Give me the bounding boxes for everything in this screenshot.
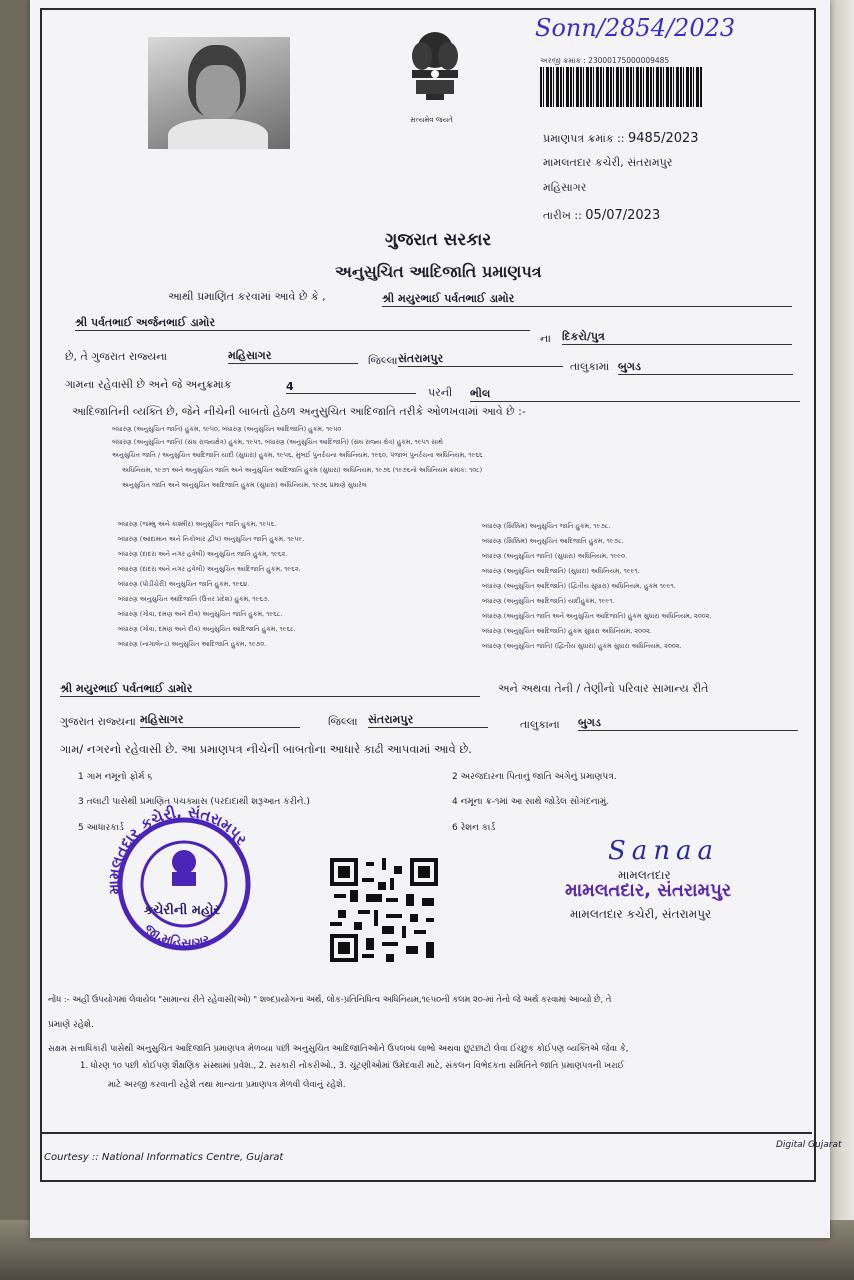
document-item: 2 અરજદારના પિતાનું જાતિ અંગેનું પ્રમાણપત્ર. <box>452 772 617 782</box>
order-item: બંધારણ (અનુસુચિત જાતિ) (દ્વિતીય સુધારા) હુકમ સુધારા અધિનિયમ, ૨૦૦૨. <box>482 642 682 650</box>
order-item: બંધારણ (ગોવા, દમણ અને દીવ) અનુસુચિત જાતિ હુકમ, ૧૯૬૮. <box>118 610 283 618</box>
seal-ring-text: મામલતદાર કચેરી, સંતરામપુર <box>104 802 251 895</box>
signature-scribble: Sanaa <box>608 836 720 866</box>
certificate-number-label: પ્રમાણપત્ર ક્રમાંક :: <box>543 132 628 145</box>
state-emblem-icon <box>402 28 468 120</box>
note-line-3: સક્ષમ સત્તાધિકારી પાસેથી અનુસુચિત આદિજાતિ પ્રમાણપત્ર મેળવ્યા પછી અનુસુચિત આદિજાતિઓને ઉપલબ્ધ લાભો અથવા છુટછાટો લેવા ઈચ્છુક કોઈપણ વ્યક્તિએ જેવા કે, <box>48 1044 629 1054</box>
legal-line: અનુસુચિત જાતિ અને અનુસુચિત આદિજાતિ હુકમ (સુધારા) અધિનિયમ, ૧૯૭૬ પ્રમાણે સુધારેલ <box>122 481 367 489</box>
order-item: બંધારણ (દાદરા અને નગર હવેલી) અનુસુચિત આદિજાતિ હુકમ, ૧૯૬૨. <box>118 565 301 573</box>
office-line-2: મહિસાગર <box>543 181 587 194</box>
tribe: ભીલ <box>470 387 800 402</box>
office-line-1: મામલતદાર કચેરી, સંતરામપુર <box>543 156 673 169</box>
seal-emblem-icon <box>172 850 196 886</box>
state-prefix: છે, તે ગુજરાત રાજ્યના <box>65 350 168 363</box>
certificate-page <box>30 0 842 1238</box>
district-2: મહિસાગર <box>140 713 300 728</box>
order-item: બંધારણ (અનુસુચિત આદિજાતિ) (સુધારા) અધિનિયમ, ૧૯૯૧. <box>482 567 640 575</box>
order-item: બંધારણ (અનુસુચિત આદિજાતિ) યાદીહુકમ, ૧૯૯૧. <box>482 597 615 605</box>
order-item: બંધારણ અનુસુચિત આદિજાતિ (ઉત્તર પ્રદેશ) હુકમ, ૧૯૬૭. <box>118 595 270 603</box>
na-label: ના <box>540 332 551 345</box>
order-item: બંધારણ (અનુસુચિત જાતિ) (સુધારા) અધિનિયમ, ૧૯૯૦. <box>482 552 628 560</box>
district-label-2: જિલ્લા <box>328 715 358 728</box>
order-item: બંધારણ (નાગાલેન્ડ) અનુસુચિત આદિજાતિ હુકમ, ૧૯૭૦. <box>118 640 267 648</box>
document-item: 3 તલાટી પાસેથી પ્રમાણિત પંચક્યાસ (પરદાદાથી શરૂઆત કરીને.) <box>78 797 310 807</box>
order-item: બંધારણ (અનુસુચિત જાતિ અને અનુસુચિત આદિજાતિ) હુકમ સુધારા અધિનિયમ, ૨૦૦૨. <box>482 612 712 620</box>
certificate-date <box>543 208 660 223</box>
order-item: બંધારણ (દાદરા અને નગર હવેલી) અનુસુચિત જાતિ હુકમ, ૧૯૬૨. <box>118 550 288 558</box>
district: મહિસાગર <box>228 349 358 364</box>
document-item: 4 નમૂના ક્ર-૧માં આ સાથે જોડેલ સોગંદનામું. <box>452 797 610 807</box>
family-text: અને અથવા તેની / તેણીનો પરિવાર સામાન્ય રીતે <box>498 682 709 695</box>
legal-line: અધિનિયમ, ૧૯૭૧ અને અનુસુચિત જાતિ અને અનુસુચિત આદિજાતિ હુકમ (સુધારા) અધિનિયમ, ૧૯૭૬ (૧૯૭૬નો અધિનિયમ ક્રમાંક: ૧૦૮) <box>122 466 483 474</box>
applicant-name: શ્રી મયુરભાઈ પર્વતભાઈ ડામોર <box>382 292 792 307</box>
resident-text: ગામના રહેવાસી છે અને જે અનુક્રમાંક <box>65 378 232 391</box>
government-title: ગુજરાત સરકાર <box>385 230 492 250</box>
footer-digital-gujarat: Digital Gujarat <box>776 1140 842 1150</box>
relation: દિકરો/પુત્ર <box>562 330 792 345</box>
tribe-text: આદિજાતિની વ્યક્તિ છે, જેને નીચેની બાબતો હેઠળ અનુસુચિત આદિજાતિ તરીકે ઓળખવામાં આવે છે :- <box>72 405 526 418</box>
seal-center-text: કચેરીની મહોર <box>143 903 221 918</box>
note-line-2: પ્રમાણે રહેશે. <box>48 1020 94 1030</box>
certificate-number <box>543 131 699 146</box>
document-item: 1 ગામ નમૂનો ફોર્મ ૬ <box>78 772 153 782</box>
district-label: જિલ્લા <box>368 354 398 367</box>
taluka: સંતરામપુર <box>398 352 563 367</box>
village-2: બુગડ <box>578 716 798 731</box>
handwritten-stamp-number: Sonn/2854/2023 <box>535 14 736 42</box>
order-item: બંધારણ (સિક્કિમ) અનુસુચિત આદિજાતિ હુકમ, ૧૯૭૮. <box>482 537 624 545</box>
order-item: બંધારણ (ગોવા, દમણ અને દીવ) અનુસુચિત આદિજાતિ હુકમ, ૧૯૬૮. <box>118 625 296 633</box>
par-label: પરની <box>428 386 453 399</box>
seal-bottom-text: જી.મહિસાગર <box>141 921 213 952</box>
serial-entry: 4 <box>286 380 416 394</box>
qr-code <box>330 858 438 962</box>
taluka-suffix: તાલુકામાં <box>570 360 610 373</box>
barcode <box>540 67 702 107</box>
serial-number: અરજી ક્રમાંક : 23000175000009485 <box>540 56 670 65</box>
date-label: તારીખ :: <box>543 209 586 222</box>
certificate-number-value: 9485/2023 <box>628 131 699 146</box>
signature-stamp: મામલતદાર, સંતરામપુર <box>565 880 732 901</box>
state-prefix-2: ગુજરાત રાજ્યના <box>60 715 136 728</box>
note-line-1: નોંધ :- અહીં ઉપયોગમાં લેવાયેલ "સામાન્ય રીતે રહેવાસી(ઓ) " શબ્દપ્રયોગના અર્થ, લોક-પ્રતિનિધિત્વ અધિનિયમ,૧૯૫૦ની કલમ ૨૦-માં તેનો જે અર્થ કરવામાં આવ્યો છે, તે <box>48 994 612 1004</box>
signature-office: મામલતદાર કચેરી, સંતરામપુર <box>570 907 712 921</box>
order-item: બંધારણ (અનુસુચિત આદિજાતિ) હુકમ સુધારા અધિનિયમ, ૨૦૦૨. <box>482 627 652 635</box>
order-item: બંધારણ (આંદામાન અને નિકોબાર દ્વીપ) અનુસુચિત જાતિ હુકમ, ૧૯૫૯. <box>118 535 305 543</box>
signature-title: મામલતદાર <box>618 868 671 882</box>
note-line-4: 1. ધોરણ ૧૦ પછી કોઈપણ શૈક્ષણિક સંસ્થામાં પ્રવેશ., 2. સરકારી નોકરીઓ., 3. ચૂંટણીઓમાં ઉમેદવારી માટે, સંકલન વિભેદકતા સમિતિને જાતિ પ્રમાણપત્રની ખરાઈ <box>80 1061 625 1071</box>
basis-text: ગામ/ નગરનો રહેવાસી છે. આ પ્રમાણપત્ર નીચેની બાબતોના આધારે કાઢી આપવામાં આવે છે. <box>60 742 472 756</box>
order-item: બંધારણ (અનુસુચિત આદિજાતિ) (દ્વિતીય સુધારા) અધિનિયમ, હુકમ ૧૯૯૧. <box>482 582 676 590</box>
emblem-caption: સત્યમેવ જયતે <box>410 116 453 124</box>
applicant-photo <box>148 37 290 149</box>
footer-divider <box>42 1132 812 1134</box>
applicant-name-2: શ્રી મયુરભાઈ પર્વતભાઈ ડામોર <box>60 682 480 697</box>
order-item: બંધારણ (જમ્મુ અને કાશ્મીર) અનુસુચિત જાતિ હુકમ, ૧૯૫૬. <box>118 520 277 528</box>
taluka-2: સંતરામપુર <box>368 713 488 728</box>
village: બુગડ <box>618 360 793 375</box>
legal-line: બંધારણ (અનુસુચિત જાતિ) હુકમ, ૧૯૫૦, બંધારણ (અનુસુચિત આદિજાતિ) હુકમ, ૧૯૫૦ <box>112 425 342 433</box>
father-name: શ્રી પર્વતભાઈ અર્જનભાઈ ડામોર <box>75 316 530 331</box>
note-line-5: માટે અરજી કરવાની રહેશે તથા માન્યતા પ્રમાણપત્ર મેળવી લેવાનું રહેશે. <box>108 1080 346 1090</box>
footer-courtesy: Courtesy :: National Informatics Centre, Gujarat <box>44 1152 284 1163</box>
document-item: 5 આધારકાર્ડ <box>78 823 124 833</box>
office-seal <box>102 802 267 952</box>
document-title: અનુસુચિત આદિજાતિ પ્રમાણપત્ર <box>335 262 542 281</box>
taluka-label-2: તાલુકાના <box>520 718 560 731</box>
certify-prefix: આથી પ્રમાણિત કરવામાં આવે છે કે , <box>168 290 326 303</box>
date-value: 05/07/2023 <box>585 208 661 223</box>
order-item: બંધારણ (સિક્કિમ) અનુસુચિત જાતિ હુકમ, ૧૯૭૮. <box>482 522 611 530</box>
document-item: 6 રેશન કાર્ડ <box>452 823 496 833</box>
legal-line: અનુસુચિત જાતિ / અનુસુચિત આદિજાતિ યાદી (સુધારા) હુકમ, ૧૯૫૬, મુંબઈ પુનર્રચના અધિનિયમ, ૧૯૬૦, પંજાબ પુનર્રચના અધિનિયમ, ૧૯૬૬ <box>112 451 483 459</box>
legal-line: બંધારણ (અનુસુચિત જાતિ) (સંઘ રાજ્યક્ષેત્ર) હુકમ, ૧૯૫૧, બંધારણ (અનુસુચિત આદિજાતિ) (સંઘ રાજ્ય ક્ષેત્ર) હુકમ, ૧૯૫૧ સાથે <box>112 438 444 446</box>
order-item: બંધારણ (પોંડીચેરી) અનુસુચિત જાતિ હુકમ, ૧૯૬૪. <box>118 580 250 588</box>
